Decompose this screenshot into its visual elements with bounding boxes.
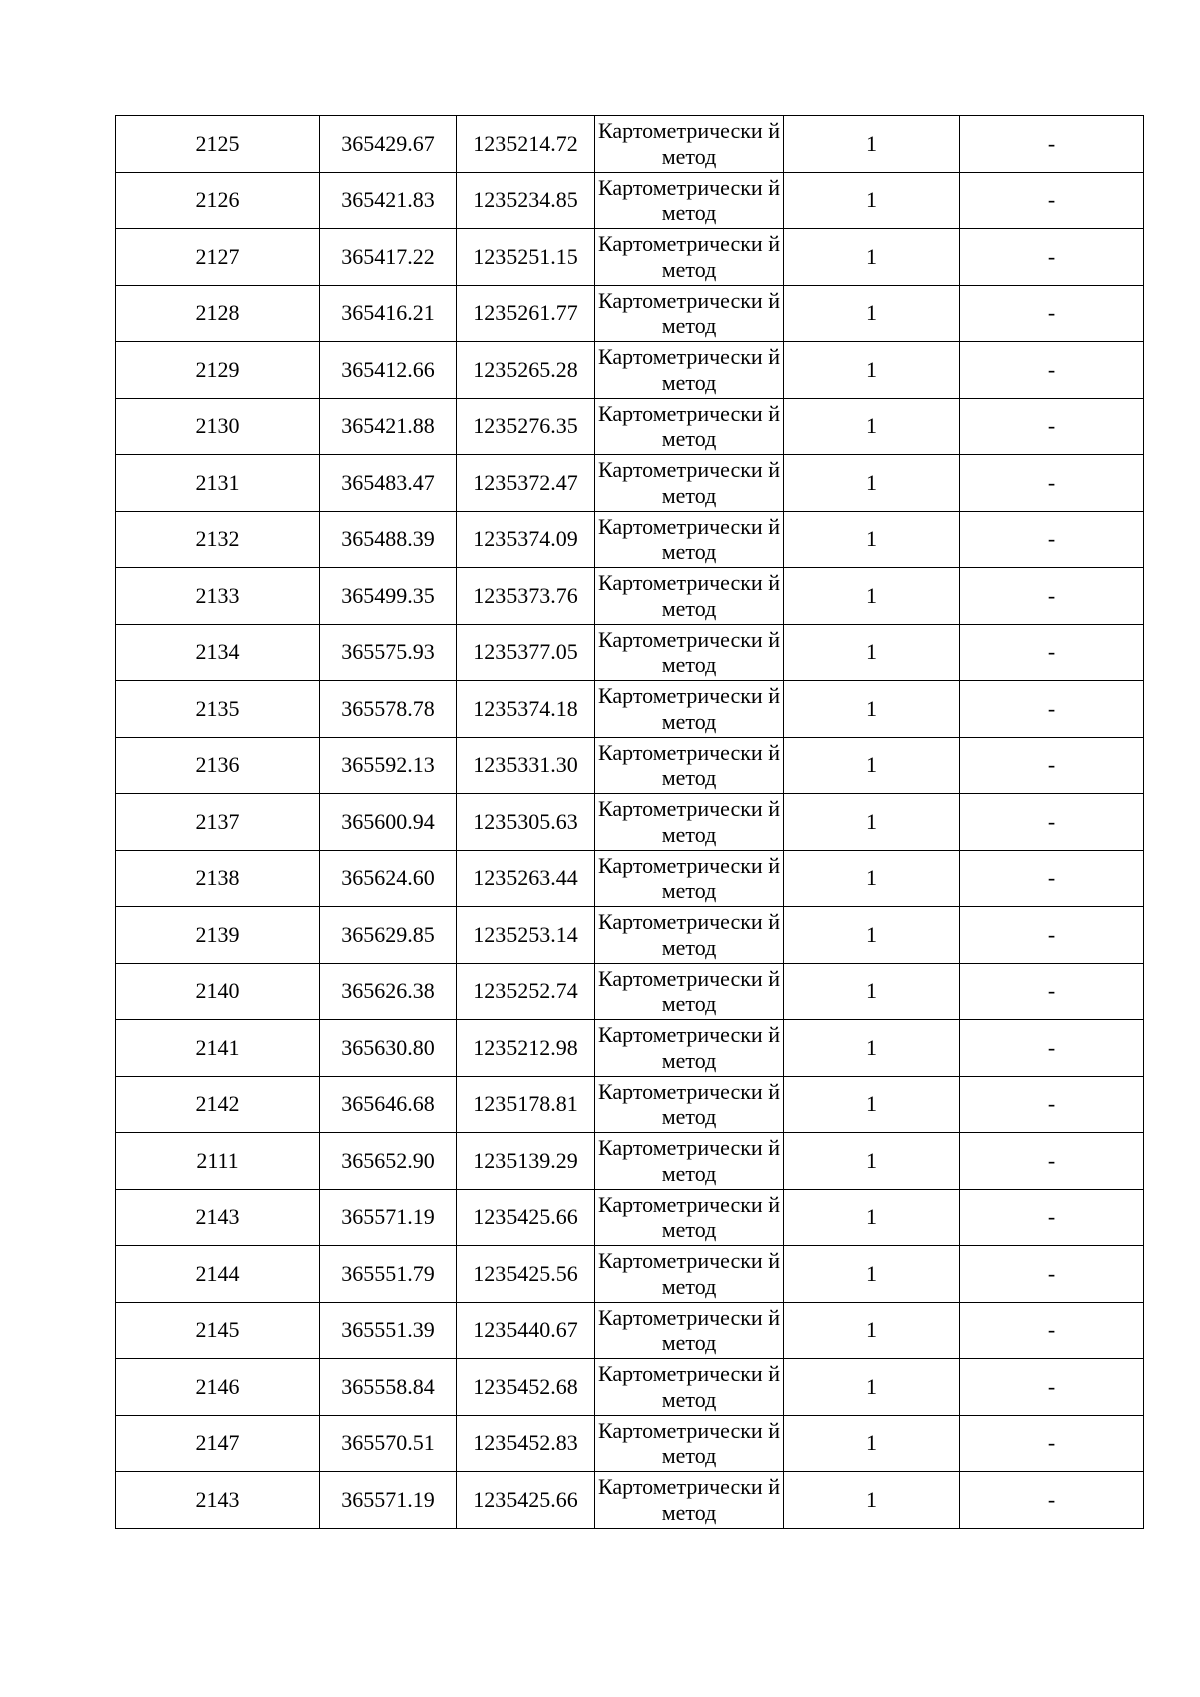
- method-cell: Картометрически й метод: [595, 624, 784, 681]
- description-cell: -: [960, 1076, 1144, 1133]
- x-coordinate-cell: 365421.83: [320, 172, 457, 229]
- table-row: [116, 624, 1144, 681]
- description-cell: -: [960, 624, 1144, 681]
- description-cell: -: [960, 681, 1144, 738]
- point-number-cell: 2129: [116, 342, 320, 399]
- point-number-cell: 2146: [116, 1359, 320, 1416]
- y-coordinate-cell: 1235276.35: [457, 398, 595, 455]
- method-cell: Картометрически й метод: [595, 681, 784, 738]
- y-coordinate-cell: 1235373.76: [457, 568, 595, 625]
- accuracy-cell: 1: [784, 1246, 960, 1303]
- x-coordinate-cell: 365558.84: [320, 1359, 457, 1416]
- x-coordinate-cell: 365551.39: [320, 1302, 457, 1359]
- description-cell: -: [960, 1020, 1144, 1077]
- x-coordinate-cell: 365629.85: [320, 907, 457, 964]
- method-cell: Картометрически й метод: [595, 907, 784, 964]
- y-coordinate-cell: 1235374.18: [457, 681, 595, 738]
- x-coordinate-cell: 365416.21: [320, 285, 457, 342]
- accuracy-cell: 1: [784, 398, 960, 455]
- accuracy-cell: 1: [784, 737, 960, 794]
- method-cell: Картометрически й метод: [595, 285, 784, 342]
- description-cell: -: [960, 342, 1144, 399]
- table-row: [116, 963, 1144, 1020]
- table-row: [116, 1359, 1144, 1416]
- table-row: [116, 1076, 1144, 1133]
- accuracy-cell: 1: [784, 1020, 960, 1077]
- method-cell: Картометрически й метод: [595, 568, 784, 625]
- table-row: [116, 1020, 1144, 1077]
- accuracy-cell: 1: [784, 907, 960, 964]
- description-cell: -: [960, 1472, 1144, 1529]
- x-coordinate-cell: 365571.19: [320, 1472, 457, 1529]
- coordinates-table: [115, 115, 1144, 1529]
- table-row: [116, 1133, 1144, 1190]
- y-coordinate-cell: 1235252.74: [457, 963, 595, 1020]
- point-number-cell: 2136: [116, 737, 320, 794]
- method-cell: Картометрически й метод: [595, 398, 784, 455]
- x-coordinate-cell: 365652.90: [320, 1133, 457, 1190]
- table-row: [116, 568, 1144, 625]
- x-coordinate-cell: 365417.22: [320, 229, 457, 286]
- y-coordinate-cell: 1235372.47: [457, 455, 595, 512]
- accuracy-cell: 1: [784, 681, 960, 738]
- y-coordinate-cell: 1235212.98: [457, 1020, 595, 1077]
- point-number-cell: 2125: [116, 116, 320, 173]
- x-coordinate-cell: 365421.88: [320, 398, 457, 455]
- point-number-cell: 2126: [116, 172, 320, 229]
- table-row: [116, 1415, 1144, 1472]
- accuracy-cell: 1: [784, 1472, 960, 1529]
- method-cell: Картометрически й метод: [595, 342, 784, 399]
- point-number-cell: 2133: [116, 568, 320, 625]
- y-coordinate-cell: 1235234.85: [457, 172, 595, 229]
- method-cell: Картометрически й метод: [595, 1359, 784, 1416]
- point-number-cell: 2128: [116, 285, 320, 342]
- table-row: [116, 794, 1144, 851]
- point-number-cell: 2134: [116, 624, 320, 681]
- point-number-cell: 2127: [116, 229, 320, 286]
- y-coordinate-cell: 1235425.66: [457, 1472, 595, 1529]
- table-row: [116, 398, 1144, 455]
- accuracy-cell: 1: [784, 1359, 960, 1416]
- method-cell: Картометрически й метод: [595, 172, 784, 229]
- description-cell: -: [960, 398, 1144, 455]
- point-number-cell: 2139: [116, 907, 320, 964]
- accuracy-cell: 1: [784, 568, 960, 625]
- point-number-cell: 2131: [116, 455, 320, 512]
- method-cell: Картометрически й метод: [595, 794, 784, 851]
- accuracy-cell: 1: [784, 624, 960, 681]
- x-coordinate-cell: 365646.68: [320, 1076, 457, 1133]
- accuracy-cell: 1: [784, 1302, 960, 1359]
- method-cell: Картометрически й метод: [595, 737, 784, 794]
- point-number-cell: 2142: [116, 1076, 320, 1133]
- table-row: [116, 1189, 1144, 1246]
- method-cell: Картометрически й метод: [595, 511, 784, 568]
- y-coordinate-cell: 1235425.56: [457, 1246, 595, 1303]
- description-cell: -: [960, 116, 1144, 173]
- table-row: [116, 455, 1144, 512]
- description-cell: -: [960, 1133, 1144, 1190]
- description-cell: -: [960, 794, 1144, 851]
- description-cell: -: [960, 850, 1144, 907]
- description-cell: -: [960, 229, 1144, 286]
- method-cell: Картометрически й метод: [595, 850, 784, 907]
- x-coordinate-cell: 365578.78: [320, 681, 457, 738]
- description-cell: -: [960, 1359, 1144, 1416]
- accuracy-cell: 1: [784, 285, 960, 342]
- y-coordinate-cell: 1235139.29: [457, 1133, 595, 1190]
- table-row: [116, 850, 1144, 907]
- accuracy-cell: 1: [784, 172, 960, 229]
- accuracy-cell: 1: [784, 963, 960, 1020]
- coordinates-table-body: [116, 116, 1144, 1529]
- point-number-cell: 2145: [116, 1302, 320, 1359]
- method-cell: Картометрически й метод: [595, 1472, 784, 1529]
- description-cell: -: [960, 455, 1144, 512]
- table-row: [116, 229, 1144, 286]
- table-row: [116, 1302, 1144, 1359]
- table-row: [116, 511, 1144, 568]
- description-cell: -: [960, 1415, 1144, 1472]
- y-coordinate-cell: 1235452.83: [457, 1415, 595, 1472]
- accuracy-cell: 1: [784, 1415, 960, 1472]
- method-cell: Картометрически й метод: [595, 229, 784, 286]
- description-cell: -: [960, 568, 1144, 625]
- description-cell: -: [960, 963, 1144, 1020]
- point-number-cell: 2141: [116, 1020, 320, 1077]
- x-coordinate-cell: 365412.66: [320, 342, 457, 399]
- method-cell: Картометрически й метод: [595, 116, 784, 173]
- x-coordinate-cell: 365575.93: [320, 624, 457, 681]
- accuracy-cell: 1: [784, 1189, 960, 1246]
- y-coordinate-cell: 1235263.44: [457, 850, 595, 907]
- x-coordinate-cell: 365429.67: [320, 116, 457, 173]
- y-coordinate-cell: 1235261.77: [457, 285, 595, 342]
- table-row: [116, 1246, 1144, 1303]
- table-row: [116, 285, 1144, 342]
- table-row: [116, 172, 1144, 229]
- description-cell: -: [960, 1302, 1144, 1359]
- table-row: [116, 681, 1144, 738]
- y-coordinate-cell: 1235251.15: [457, 229, 595, 286]
- method-cell: Картометрически й метод: [595, 1415, 784, 1472]
- point-number-cell: 2135: [116, 681, 320, 738]
- y-coordinate-cell: 1235331.30: [457, 737, 595, 794]
- x-coordinate-cell: 365600.94: [320, 794, 457, 851]
- point-number-cell: 2132: [116, 511, 320, 568]
- method-cell: Картометрически й метод: [595, 455, 784, 512]
- method-cell: Картометрически й метод: [595, 1302, 784, 1359]
- y-coordinate-cell: 1235377.05: [457, 624, 595, 681]
- point-number-cell: 2138: [116, 850, 320, 907]
- description-cell: -: [960, 285, 1144, 342]
- point-number-cell: 2144: [116, 1246, 320, 1303]
- x-coordinate-cell: 365570.51: [320, 1415, 457, 1472]
- point-number-cell: 2137: [116, 794, 320, 851]
- description-cell: -: [960, 511, 1144, 568]
- method-cell: Картометрически й метод: [595, 1020, 784, 1077]
- y-coordinate-cell: 1235214.72: [457, 116, 595, 173]
- description-cell: -: [960, 907, 1144, 964]
- method-cell: Картометрически й метод: [595, 1133, 784, 1190]
- accuracy-cell: 1: [784, 116, 960, 173]
- method-cell: Картометрически й метод: [595, 1246, 784, 1303]
- point-number-cell: 2143: [116, 1472, 320, 1529]
- accuracy-cell: 1: [784, 229, 960, 286]
- table-row: [116, 907, 1144, 964]
- description-cell: -: [960, 1246, 1144, 1303]
- y-coordinate-cell: 1235253.14: [457, 907, 595, 964]
- description-cell: -: [960, 172, 1144, 229]
- point-number-cell: 2147: [116, 1415, 320, 1472]
- method-cell: Картометрически й метод: [595, 1076, 784, 1133]
- x-coordinate-cell: 365551.79: [320, 1246, 457, 1303]
- method-cell: Картометрически й метод: [595, 963, 784, 1020]
- table-row: [116, 342, 1144, 399]
- y-coordinate-cell: 1235265.28: [457, 342, 595, 399]
- table-row: [116, 737, 1144, 794]
- accuracy-cell: 1: [784, 850, 960, 907]
- point-number-cell: 2111: [116, 1133, 320, 1190]
- accuracy-cell: 1: [784, 342, 960, 399]
- accuracy-cell: 1: [784, 1133, 960, 1190]
- x-coordinate-cell: 365483.47: [320, 455, 457, 512]
- y-coordinate-cell: 1235425.66: [457, 1189, 595, 1246]
- x-coordinate-cell: 365626.38: [320, 963, 457, 1020]
- y-coordinate-cell: 1235374.09: [457, 511, 595, 568]
- point-number-cell: 2140: [116, 963, 320, 1020]
- point-number-cell: 2143: [116, 1189, 320, 1246]
- accuracy-cell: 1: [784, 794, 960, 851]
- x-coordinate-cell: 365571.19: [320, 1189, 457, 1246]
- accuracy-cell: 1: [784, 1076, 960, 1133]
- description-cell: -: [960, 1189, 1144, 1246]
- y-coordinate-cell: 1235305.63: [457, 794, 595, 851]
- accuracy-cell: 1: [784, 511, 960, 568]
- x-coordinate-cell: 365499.35: [320, 568, 457, 625]
- description-cell: -: [960, 737, 1144, 794]
- point-number-cell: 2130: [116, 398, 320, 455]
- x-coordinate-cell: 365624.60: [320, 850, 457, 907]
- y-coordinate-cell: 1235178.81: [457, 1076, 595, 1133]
- accuracy-cell: 1: [784, 455, 960, 512]
- x-coordinate-cell: 365592.13: [320, 737, 457, 794]
- y-coordinate-cell: 1235452.68: [457, 1359, 595, 1416]
- table-row: [116, 116, 1144, 173]
- x-coordinate-cell: 365630.80: [320, 1020, 457, 1077]
- x-coordinate-cell: 365488.39: [320, 511, 457, 568]
- table-row: [116, 1472, 1144, 1529]
- y-coordinate-cell: 1235440.67: [457, 1302, 595, 1359]
- method-cell: Картометрически й метод: [595, 1189, 784, 1246]
